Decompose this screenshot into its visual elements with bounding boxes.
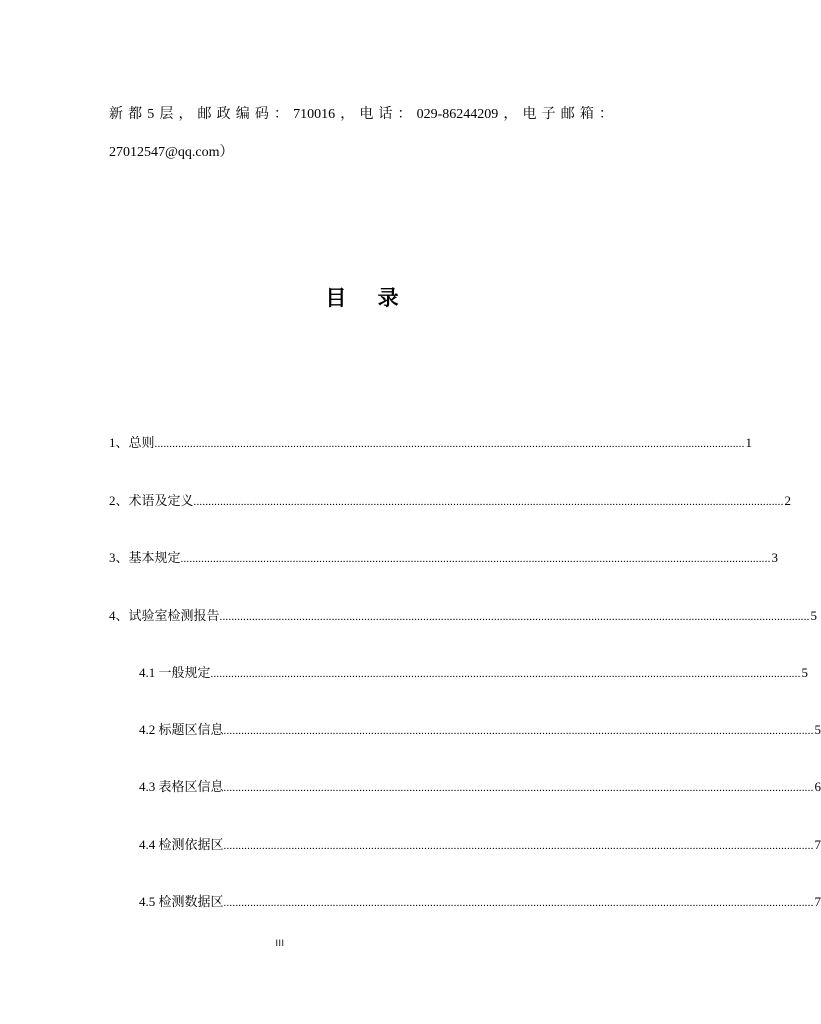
contact-part: 电	[522, 107, 537, 122]
toc-entry-label: 3、基本规定	[109, 550, 181, 565]
toc-entry[interactable]	[139, 778, 821, 797]
toc-leader-dots: ........................................................................................................................................................................................................	[219, 611, 810, 623]
contact-part: 5	[147, 107, 155, 122]
contact-part: 政	[216, 107, 231, 122]
toc-leader-dots: ........................................................................................................................................................................................................	[223, 725, 814, 737]
phone-number: 029-86244209	[416, 107, 499, 122]
toc-entry[interactable]	[139, 664, 809, 683]
toc-entry-page: 3	[771, 550, 779, 565]
contact-part: ：	[397, 107, 412, 122]
toc-entry[interactable]	[139, 893, 821, 912]
toc-entry-label: 4.1 一般规定	[139, 665, 211, 680]
toc-leader-dots: ........................................................................................................................................................................................................	[193, 496, 784, 508]
toc-entry-label: 4.2 标题区信息	[139, 722, 224, 737]
toc-leader-dots: ........................................................................................................................................................................................................	[210, 668, 801, 680]
toc-leader-dots: ........................................................................................................................................................................................................	[223, 782, 814, 794]
contact-part: 话	[378, 107, 393, 122]
contact-part: 电	[359, 107, 374, 122]
contact-part: 编	[235, 107, 250, 122]
contact-part: 都	[128, 107, 143, 122]
toc-entry[interactable]	[139, 836, 821, 855]
toc-entry-page: 1	[745, 435, 753, 450]
toc-entry[interactable]	[139, 721, 821, 740]
toc-entry-label: 4.4 检测依据区	[139, 837, 224, 852]
contact-part: ，	[503, 107, 518, 122]
contact-part: 新	[109, 107, 123, 122]
contact-line-1	[109, 106, 613, 124]
toc-entry-page: 6	[814, 779, 821, 794]
postal-code: 710016	[293, 107, 336, 122]
toc-entry[interactable]	[109, 434, 753, 453]
toc-entry-label: 2、术语及定义	[109, 493, 194, 508]
toc-entry[interactable]	[109, 549, 779, 568]
contact-part: ，	[178, 107, 193, 122]
toc-entry-label: 4.5 检测数据区	[139, 894, 224, 909]
toc-entry-page: 5	[814, 722, 821, 737]
toc-entry-page: 2	[784, 493, 792, 508]
toc-entry-page: 7	[814, 837, 821, 852]
toc-entry-page: 5	[810, 608, 818, 623]
toc-leader-dots: ........................................................................................................................................................................................................	[180, 553, 771, 565]
contact-part: 邮	[560, 107, 575, 122]
contact-part: ，	[340, 107, 355, 122]
toc-title: 目 录	[325, 286, 411, 310]
toc-entry-label: 4.3 表格区信息	[139, 779, 224, 794]
toc-leader-dots: ........................................................................................................................................................................................................	[223, 897, 814, 909]
toc-entry-label: 1、总则	[109, 435, 155, 450]
contact-part: 层	[159, 107, 174, 122]
contact-part: 箱	[579, 107, 594, 122]
contact-part: ：	[598, 107, 613, 122]
contact-part: 邮	[197, 107, 212, 122]
toc-entry[interactable]	[109, 492, 792, 511]
toc-entry-page: 7	[814, 894, 821, 909]
toc-entry[interactable]	[109, 607, 818, 626]
contact-part: ：	[273, 107, 288, 122]
page-number: III	[275, 938, 285, 948]
toc-entry-page: 5	[801, 665, 809, 680]
toc-leader-dots: ........................................................................................................................................................................................................	[223, 840, 814, 852]
contact-part: 子	[541, 107, 556, 122]
toc-leader-dots: ........................................................................................................................................................................................................	[154, 438, 745, 450]
contact-part: 码	[254, 107, 269, 122]
email-address: 27012547@qq.com）	[109, 145, 234, 160]
toc-entry-label: 4、试验室检测报告	[109, 608, 220, 623]
